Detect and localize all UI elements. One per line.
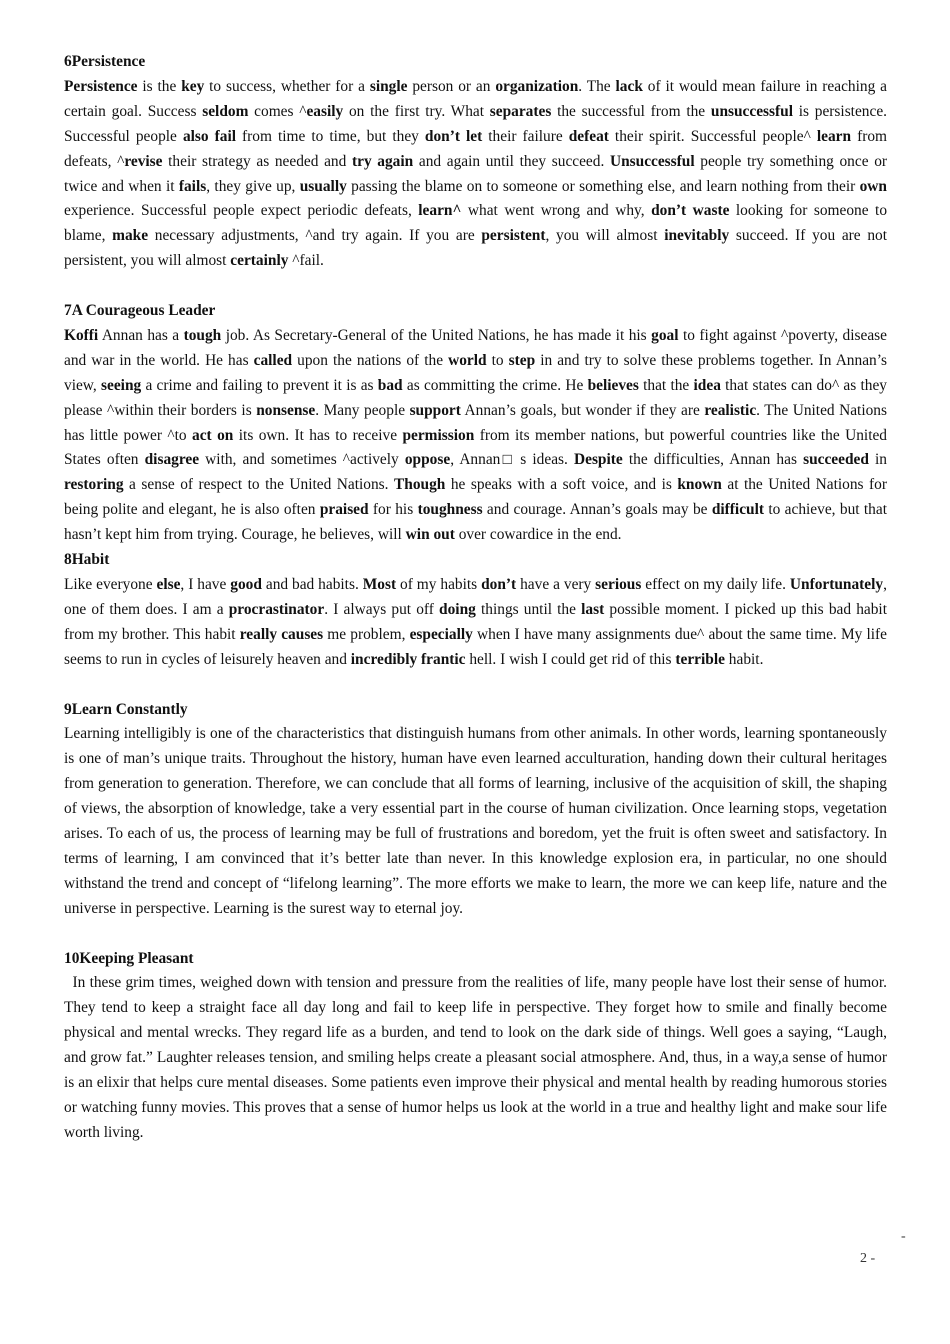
bold-keyword: known (677, 476, 722, 494)
section-keeping-pleasant (64, 947, 887, 1146)
text-run: for his (368, 501, 418, 519)
text-run: Learning intelligibly is one of the characteristics that distinguish humans from other animals. In other words, learning spontaneously is one of man’s unique traits. Throughout the history, human have even learned acculturation, handing down their cultural heritages from generation to generation. Therefore, we can conclude that all forms of learning, inclusive of the acquisition of skill, the shaping of views, the absorption of knowledge, take a very essential part in the course of human civilization. Once learning stops, vegetation arises. To each of us, the process of learning may be full of frustrations and boredom, yet the fruit is often sweet and satisfactory. In terms of learning, I am convinced that it’s better late than never. In this knowledge explosion era, in particular, no one should withstand the trend and concept of “lifelong learning”. The more efforts we make to learn, the more we can keep life, nature and the universe in perspective. Learning is the surest way to eternal joy. (64, 725, 887, 917)
text-run: is the (137, 77, 182, 95)
text-run: and courage. Annan’s goals may be (482, 501, 712, 519)
bold-keyword: restoring (64, 476, 124, 494)
bold-keyword: revise (124, 152, 163, 170)
text-run: succeed. If you are not persistent, you will almost (64, 227, 887, 270)
section-title: 10Keeping Pleasant (64, 949, 194, 967)
bold-keyword: serious (595, 576, 642, 594)
text-run: as committing the crime. He (402, 376, 588, 394)
text-run: Annan has a (98, 326, 184, 344)
text-run: ^fail. (288, 252, 324, 270)
text-run: he speaks with a soft voice, and is (445, 476, 678, 494)
bold-keyword: persistent (481, 227, 546, 245)
text-run: in (868, 451, 887, 469)
document-page (64, 50, 887, 1146)
text-run: from defeats, ^ (64, 127, 888, 170)
text-run: from time to time, but they (236, 127, 425, 145)
bold-keyword: key (181, 77, 205, 95)
bold-keyword: idea (693, 376, 721, 394)
text-run: , I have (180, 576, 231, 594)
text-run: passing the blame on to someone or something else, and learn nothing from their (346, 177, 860, 195)
text-run: . I always put off (324, 600, 440, 618)
text-run: , Annan□ s ideas. (450, 451, 574, 469)
bold-keyword: unsuccessful (710, 102, 793, 120)
bold-keyword: good (230, 576, 262, 594)
section-title: 6Persistence (64, 53, 146, 70)
bold-keyword: single (369, 77, 408, 95)
text-run: In these grim times, weighed down with tension and pressure from the realities of life, many people have lost their sense of humor. They tend to keep a straight face all day long and fail to keep life in perspective. They forget how to smile and finally become physical and mental wrecks. They regard life as a burden, and tend to look on the dark side of things. Well goes a saying, “Laugh, and grow fat.” Laughter releases tension, and smiling helps create a pleasant social atmosphere. And, thus, in a way,a sense of humor is an elixir that helps cure mental diseases. Some patients even improve their physical and mental health by reading humorous stories or watching funny movies. This proves that a sense of humor helps us look at the world in a true and healthy light and make sour life worth living. (64, 974, 887, 1141)
text-run: upon the nations of the (292, 351, 449, 369)
text-run: . The United Nations has little power ^to (64, 401, 887, 444)
bold-keyword: certainly (230, 252, 289, 270)
text-run: things until the (475, 600, 582, 618)
section-paragraph (64, 573, 887, 673)
text-run: to success, whether for a (204, 77, 370, 95)
text-run: the difficulties, Annan has (622, 451, 804, 469)
text-run: have a very (516, 576, 596, 594)
bold-keyword: disagree (144, 451, 200, 469)
bold-keyword: inevitably (664, 227, 730, 245)
text-run: a crime and failing to prevent it is as (141, 376, 378, 394)
bold-keyword: act on (192, 426, 234, 444)
bold-keyword: fails (178, 177, 207, 195)
text-run: effect on my daily life. (641, 576, 790, 594)
bold-keyword: don’t (481, 576, 517, 594)
text-run: habit. (724, 650, 764, 668)
section-persistence (64, 50, 887, 274)
bold-keyword: goal (651, 326, 679, 344)
text-run: that the (638, 376, 694, 394)
bold-keyword: seeing (101, 376, 142, 394)
text-run: the successful from the (551, 102, 711, 120)
bold-keyword: lack (615, 77, 643, 95)
section-learn-constantly (64, 698, 887, 922)
text-run: at the United Nations for being polite and elegant, he is also often (64, 476, 887, 519)
text-run: with, and sometimes ^actively (199, 451, 405, 469)
bold-keyword: defeat (568, 127, 609, 145)
text-run: and bad habits. (261, 576, 363, 594)
text-run: , one of them does. I am a (64, 576, 887, 618)
bold-keyword: support (409, 401, 461, 419)
text-run: to fight against ^poverty, disease and war in the world. He has (64, 326, 888, 369)
bold-keyword: really causes (239, 625, 324, 643)
text-run: what went wrong and why, (461, 202, 652, 220)
section-paragraph (64, 324, 887, 548)
text-run: in and try to solve these problems together. In Annan’s view, (64, 351, 887, 394)
bold-keyword: Most (362, 576, 397, 594)
text-run: is persistence. Successful people (64, 102, 887, 145)
bold-keyword: Despite (574, 451, 623, 469)
bold-keyword: difficult (711, 501, 764, 519)
bold-keyword: Unfortunately (789, 576, 884, 594)
bold-keyword: step (508, 351, 536, 369)
text-run: comes ^ (248, 102, 307, 120)
section-habit (64, 548, 887, 673)
page-number: 2 - (860, 1251, 876, 1266)
text-run: people try something once or twice and when it (64, 152, 888, 195)
bold-keyword: easily (306, 102, 344, 120)
bold-keyword: learn (816, 127, 852, 145)
bold-keyword: try again (351, 152, 414, 170)
text-run: their strategy as needed and (162, 152, 352, 170)
bold-keyword: toughness (417, 501, 483, 519)
text-run: necessary adjustments, ^and try again. If you are (148, 227, 482, 245)
text-run: . Many people (315, 401, 410, 419)
bold-keyword: don’t let (424, 127, 483, 145)
bold-keyword: separates (489, 102, 552, 120)
bold-keyword: believes (587, 376, 639, 394)
bold-keyword: realistic (704, 401, 757, 419)
bold-keyword: Persistence (64, 77, 138, 95)
section-paragraph (64, 722, 887, 921)
text-run: their failure (482, 127, 569, 145)
section-title: 8Habit (64, 551, 110, 569)
bold-keyword: own (859, 177, 887, 195)
bold-keyword: oppose (404, 451, 451, 469)
text-run: experience. Successful people expect periodic defeats, (64, 202, 419, 220)
bold-keyword: Koffi (64, 326, 99, 344)
text-run: , you will almost (545, 227, 665, 245)
section-paragraph (64, 971, 887, 1145)
bold-keyword: seldom (202, 102, 249, 120)
bold-keyword: learn^ (418, 202, 462, 220)
text-run: Like everyone (64, 576, 157, 594)
text-run: looking for someone to blame, (64, 202, 888, 245)
bold-keyword: Though (394, 476, 446, 494)
bold-keyword: Unsuccessful (609, 152, 695, 170)
bold-keyword: praised (319, 501, 369, 519)
text-run: hell. I wish I could get rid of this (465, 650, 676, 668)
text-run: their spirit. Successful people^ (608, 127, 817, 145)
text-run: that states can do^ as they please ^within their borders is (64, 376, 887, 419)
text-run: on the first try. What (343, 102, 490, 120)
bold-keyword: don’t waste (651, 202, 730, 220)
text-run: possible moment. I picked up this bad habit from my brother. This habit (64, 600, 887, 643)
text-run: its own. It has to receive (233, 426, 403, 444)
footer-dash: - (901, 1229, 906, 1244)
bold-keyword: usually (299, 177, 347, 195)
text-run: me problem, (323, 625, 410, 643)
text-run: person or an (407, 77, 496, 95)
bold-keyword: make (112, 227, 149, 245)
text-run: over cowardice in the end. (454, 526, 622, 544)
section-title: 7A Courageous Leader (64, 302, 216, 320)
bold-keyword: called (253, 351, 293, 369)
bold-keyword: permission (402, 426, 475, 444)
bold-keyword: world (448, 351, 487, 369)
bold-keyword: nonsense (256, 401, 316, 419)
bold-keyword: win out (405, 526, 455, 544)
text-run: a sense of respect to the United Nations. (123, 476, 395, 494)
text-run: , they give up, (206, 177, 300, 195)
bold-keyword: incredibly frantic (350, 650, 466, 668)
text-run: . The (578, 77, 616, 95)
bold-keyword: also fail (182, 127, 237, 145)
bold-keyword: last (581, 600, 605, 618)
section-paragraph (64, 75, 887, 274)
text-run: and again until they succeed. (413, 152, 610, 170)
text-run: when I have many assignments due^ about the same time. My life seems to run in cycles of leisurely heaven and (64, 625, 887, 668)
text-run: of my habits (396, 576, 482, 594)
bold-keyword: tough (183, 326, 222, 344)
bold-keyword: else (156, 576, 181, 594)
text-run: from its member nations, but powerful countries like the United States often (64, 426, 887, 469)
text-run: Annan’s goals, but wonder if they are (460, 401, 705, 419)
text-run: to achieve, but that hasn’t kept him from trying. Courage, he believes, will (64, 501, 887, 544)
bold-keyword: especially (409, 625, 473, 643)
bold-keyword: succeeded (803, 451, 869, 469)
section-courageous-leader (64, 299, 887, 548)
bold-keyword: doing (439, 600, 476, 618)
text-run: of it would mean failure in reaching a certain goal. Success (64, 77, 887, 120)
bold-keyword: procrastinator (228, 600, 325, 618)
bold-keyword: terrible (675, 650, 725, 668)
bold-keyword: organization (495, 77, 579, 95)
section-title: 9Learn Constantly (64, 700, 188, 718)
bold-keyword: bad (377, 376, 403, 394)
text-run: job. As Secretary-General of the United Nations, he has made it his (221, 326, 652, 344)
text-run: to (486, 351, 509, 369)
